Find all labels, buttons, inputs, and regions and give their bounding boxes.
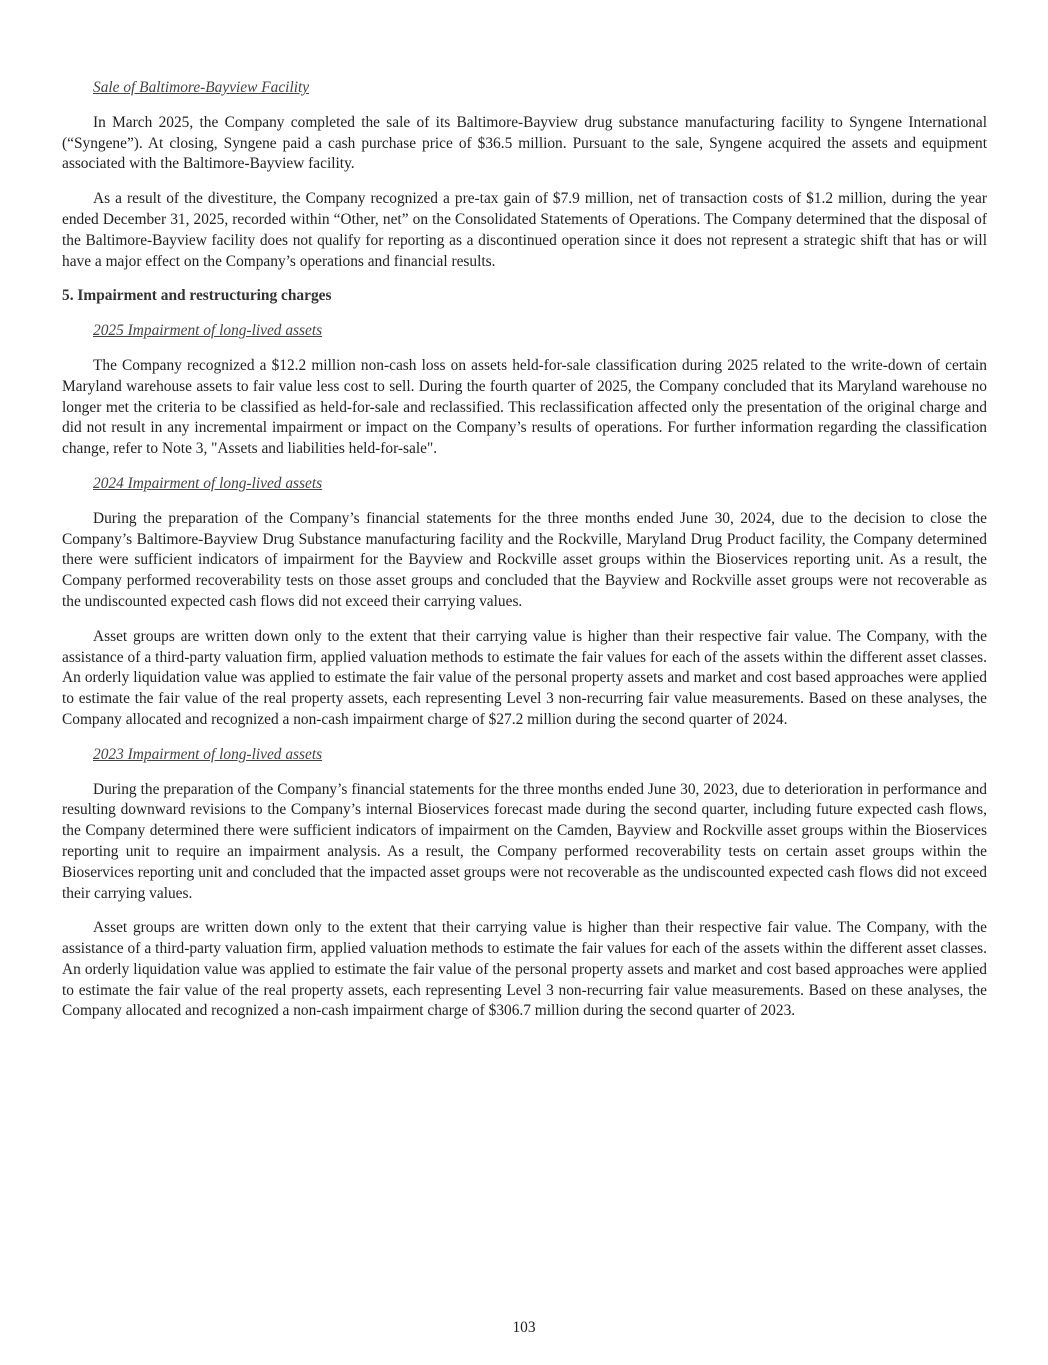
impairment-2025-paragraph: The Company recognized a $12.2 million non-cash loss on assets held-for-sale classification during 2025 related to the write-down of certain Maryland warehouse assets to fair value less cost to sell. During the fourth quarter of 2025, the Company concluded that its Maryland warehouse no longer met the criteria to be classified as held-for-sale and reclassified. This reclassification affected only the presentation of the original charge and did not result in any incremental impairment or impact on the Company’s results of operations. For further information regarding the classification change, refer to Note 3, "Assets and liabilities held-for-sale". xyxy=(62,356,987,458)
impairment-2023-paragraph-2: Asset groups are written down only to the extent that their carrying value is higher than their respective fair value. The Company, with the assistance of a third-party valuation firm, applied valuation methods to estimate the fair values for each of the assets within the different asset classes. An orderly liquidation value was applied to estimate the fair value of the personal property assets and market and cost based approaches were applied to estimate the fair value of the real property assets, each representing Level 3 non-recurring fair value measurements. Based on these analyses, the Company allocated and recognized a non-cash impairment charge of $306.7 million during the second quarter of 2023. xyxy=(62,919,987,1020)
impairment-2025-title: 2025 Impairment of long-lived assets xyxy=(93,322,323,340)
page-number: 103 xyxy=(512,1319,536,1336)
document-page xyxy=(62,78,987,1036)
impairment-2024-title: 2024 Impairment of long-lived assets xyxy=(93,474,323,492)
impairment-2024-paragraph-1: During the preparation of the Company’s financial statements for the three months ended June 30, 2024, due to the decision to close the Company’s Baltimore-Bayview Drug Substance manufacturing facility and the Rockville, Maryland Drug Product facility, the Company determined there were sufficient indicators of impairment for the Bayview and Rockville asset groups within the Bioservices reporting unit. As a result, the Company performed recoverability tests on those asset groups and concluded that the Bayview and Rockville asset groups were not recoverable as the undiscounted expected cash flows did not exceed their carrying values. xyxy=(62,509,987,610)
sale-paragraph-2: As a result of the divestiture, the Company recognized a pre-tax gain of $7.9 million, net of transaction costs of $1.2 million, during the year ended December 31, 2025, recorded within “Other, net” on the Consolidated Statements of Operations. The Company determined that the disposal of the Baltimore-Bayview facility does not qualify for reporting as a discontinued operation since it does not represent a strategic shift that has or will have a major effect on the Company’s operations and financial results. xyxy=(62,190,987,270)
sale-section-title: Sale of Baltimore-Bayview Facility xyxy=(93,79,310,96)
impairment-section-heading: 5. Impairment and restructuring charges xyxy=(62,287,332,305)
impairment-2023-paragraph-1: During the preparation of the Company’s financial statements for the three months ended June 30, 2023, due to deterioration in performance and resulting downward revisions to the Company’s internal Bioservices forecast made during the second quarter, including future expected cash flows, the Company determined there were sufficient indicators of impairment on the Camden, Bayview and Rockville asset groups within the Bioservices reporting unit to require an impairment analysis. As a result, the Company performed recoverability tests on certain asset groups within the Bioservices reporting unit and concluded that the impacted asset groups were not recoverable as the undiscounted expected cash flows did not exceed their carrying values. xyxy=(62,780,987,902)
sale-paragraph-1: In March 2025, the Company completed the sale of its Baltimore-Bayview drug substance manufacturing facility to Syngene International (“Syngene”). At closing, Syngene paid a cash purchase price of $36.5 million. Pursuant to the sale, Syngene acquired the assets and equipment associated with the Baltimore-Bayview facility. xyxy=(62,113,987,173)
impairment-2023-title: 2023 Impairment of long-lived assets xyxy=(93,745,323,763)
impairment-2024-paragraph-2: Asset groups are written down only to the extent that their carrying value is higher than their respective fair value. The Company, with the assistance of a third-party valuation firm, applied valuation methods to estimate the fair values for each of the assets within the different asset classes. An orderly liquidation value was applied to estimate the fair value of the personal property assets and market and cost based approaches were applied to estimate the fair value of the real property assets, each representing Level 3 non-recurring fair value measurements. Based on these analyses, the Company allocated and recognized a non-cash impairment charge of $27.2 million during the second quarter of 2024. xyxy=(62,627,987,728)
